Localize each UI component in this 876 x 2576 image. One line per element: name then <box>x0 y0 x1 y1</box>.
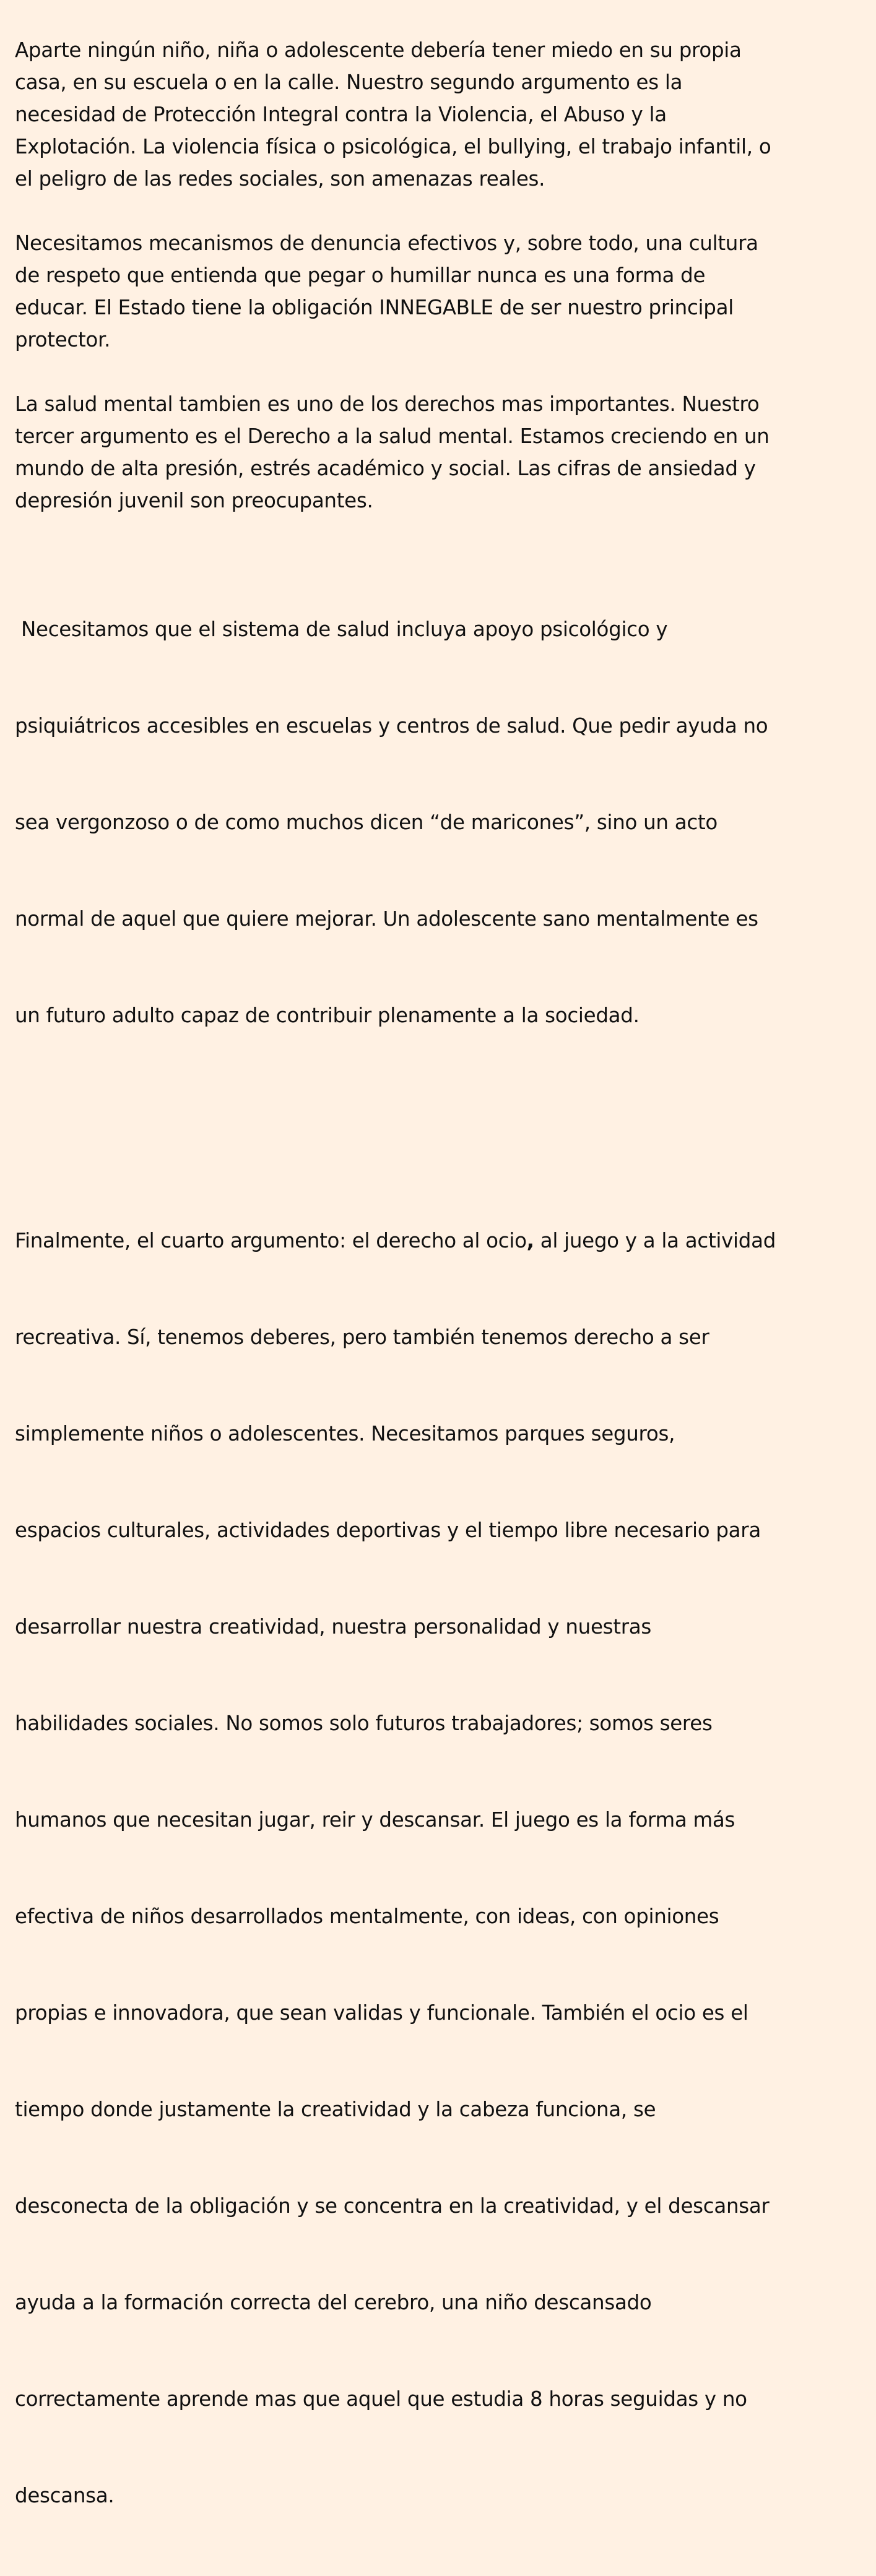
text-line: espacios culturales, actividades deportivas y el tiempo libre necesario para <box>15 1518 761 1542</box>
paragraph-1 <box>15 34 863 195</box>
text-line: habilidades sociales. No somos solo futuros trabajadores; somos seres <box>15 1712 713 1735</box>
text-line: educar. El Estado tiene la obligación INNEGABLE de ser nuestro principal <box>15 296 734 319</box>
text-line: Aparte ningún niño, niña o adolescente debería tener miedo en su propia <box>15 38 742 62</box>
text-line: necesidad de Protección Integral contra la Violencia, el Abuso y la <box>15 103 667 126</box>
text-line: Necesitamos mecanismos de denuncia efectivos y, sobre todo, una cultura <box>15 231 758 255</box>
paragraph-4 <box>15 549 863 1096</box>
text-line: el peligro de las redes sociales, son amenazas reales. <box>15 167 545 191</box>
text-line: desconecta de la obligación y se concentra en la creatividad, y el descansar <box>15 2194 770 2218</box>
text-line: casa, en su escuela o en la calle. Nuestro segundo argumento es la <box>15 71 683 94</box>
paragraph-2 <box>15 227 863 356</box>
text-segment: Finalmente, el cuarto argumento: el derecho al ocio <box>15 1229 527 1252</box>
text-line: normal de aquel que quiere mejorar. Un adolescente sano mentalmente es <box>15 907 758 931</box>
text-line: Necesitamos que el sistema de salud incluya apoyo psicológico y <box>15 618 668 641</box>
text-line: humanos que necesitan jugar, reir y descansar. El juego es la forma más <box>15 1808 735 1832</box>
paragraph-3 <box>15 388 863 517</box>
text-line: ayuda a la formación correcta del cerebro, una niño descansado <box>15 2291 652 2314</box>
text-line: desarrollar nuestra creatividad, nuestra personalidad y nuestras <box>15 1615 652 1639</box>
text-segment: al juego y a la actividad <box>534 1229 776 1252</box>
text-line: recreativa. Sí, tenemos deberes, pero también tenemos derecho a ser <box>15 1325 709 1349</box>
text-line: propias e innovadora, que sean validas y funcionale. También el ocio es el <box>15 2001 748 2025</box>
paragraph-spacer <box>15 356 863 388</box>
text-line: tercer argumento es el Derecho a la salud mental. Estamos creciendo en un <box>15 424 770 448</box>
paragraph-spacer <box>15 517 863 549</box>
text-line: efectiva de niños desarrollados mentalmente, con ideas, con opiniones <box>15 1905 719 1928</box>
text-line: correctamente aprende mas que aquel que estudia 8 horas seguidas y no <box>15 2387 747 2411</box>
text-line: protector. <box>15 328 111 351</box>
text-line: simplemente niños o adolescentes. Necesitamos parques seguros, <box>15 1422 675 1445</box>
bold-comma: , <box>526 1229 534 1252</box>
paragraph-spacer <box>15 1096 863 1160</box>
text-line: de respeto que entienda que pegar o humillar nunca es una forma de <box>15 264 706 287</box>
text-line: un futuro adulto capaz de contribuir plenamente a la sociedad. <box>15 1004 640 1027</box>
text-line <box>15 1225 863 1257</box>
paragraph-5 <box>15 1160 863 2576</box>
document-body <box>15 34 863 2576</box>
text-line: La salud mental tambien es uno de los derechos mas importantes. Nuestro <box>15 392 760 416</box>
text-line: tiempo donde justamente la creatividad y la cabeza funciona, se <box>15 2098 656 2121</box>
text-line: depresión juvenil son preocupantes. <box>15 489 373 512</box>
text-line: sea vergonzoso o de como muchos dicen “de maricones”, sino un acto <box>15 811 718 834</box>
text-line: psiquiátricos accesibles en escuelas y centros de salud. Que pedir ayuda no <box>15 714 768 738</box>
text-line: Explotación. La violencia física o psicológica, el bullying, el trabajo infantil, o <box>15 135 771 158</box>
text-line: mundo de alta presión, estrés académico y social. Las cifras de ansiedad y <box>15 457 756 480</box>
paragraph-spacer <box>15 195 863 227</box>
text-line: descansa. <box>15 2484 115 2507</box>
